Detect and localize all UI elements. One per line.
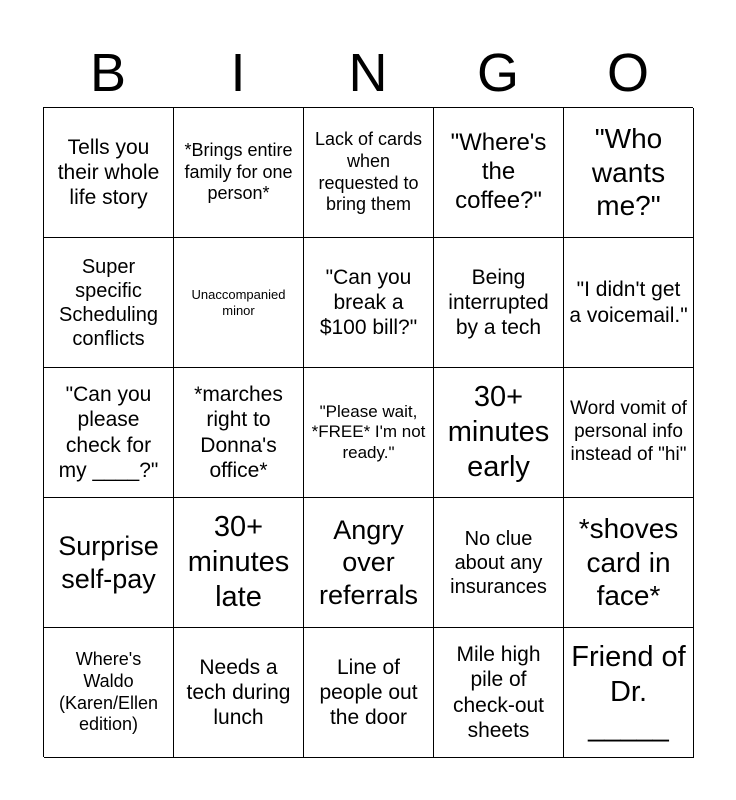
cell-text: Angry over referrals: [318, 514, 419, 610]
bingo-cell[interactable]: [174, 108, 304, 238]
cell-text: Needs a tech during lunch: [186, 655, 291, 730]
bingo-cell[interactable]: [174, 498, 304, 628]
bingo-cell[interactable]: [304, 498, 434, 628]
cell-text: Mile high pile of check-out sheets: [452, 643, 545, 742]
bingo-cell[interactable]: [304, 238, 434, 368]
cell-text: *marches right to Donna's office*: [194, 383, 283, 482]
bingo-cell[interactable]: [304, 368, 434, 498]
bingo-cell[interactable]: [44, 238, 174, 368]
cell-text: Line of people out the door: [319, 655, 418, 730]
cell-text: "Where's the coffee?": [450, 129, 547, 214]
header-letter-b: B: [89, 43, 127, 103]
header-letter-o: O: [606, 43, 649, 103]
bingo-cell[interactable]: [434, 238, 564, 368]
bingo-cell[interactable]: [564, 628, 694, 758]
bingo-cell[interactable]: [44, 628, 174, 758]
cell-text: *shoves card in face*: [578, 513, 679, 612]
bingo-cell[interactable]: [434, 628, 564, 758]
bingo-cell[interactable]: [434, 108, 564, 238]
bingo-header: [43, 38, 693, 108]
bingo-cell[interactable]: [304, 108, 434, 238]
bingo-cell[interactable]: [174, 368, 304, 498]
cell-text: Surprise self-pay: [58, 531, 159, 594]
bingo-cell[interactable]: [44, 498, 174, 628]
cell-text: *Brings entire family for one person*: [184, 140, 293, 204]
bingo-cell[interactable]: [564, 238, 694, 368]
bingo-cell[interactable]: [44, 108, 174, 238]
cell-text: Unaccompanied minor: [191, 286, 286, 318]
bingo-cell[interactable]: [44, 368, 174, 498]
bingo-cell[interactable]: [174, 238, 304, 368]
bingo-cell[interactable]: [564, 108, 694, 238]
header-letter-i: I: [230, 43, 246, 103]
cell-text: No clue about any insurances: [450, 527, 547, 598]
cell-text: 30+ minutes early: [447, 381, 550, 483]
cell-text: Lack of cards when requested to bring them: [314, 129, 423, 215]
bingo-cell[interactable]: [564, 368, 694, 498]
cell-text: 30+ minutes late: [187, 511, 290, 613]
cell-text: Word vomit of personal info instead of "hi": [570, 398, 687, 465]
cell-text: Super specific Scheduling conflicts: [59, 255, 158, 350]
bingo-cell[interactable]: [434, 498, 564, 628]
header-letter-g: G: [476, 43, 519, 103]
cell-text: Friend of Dr. _____: [571, 641, 686, 743]
cell-text: "Can you please check for my ____?": [58, 383, 159, 482]
cell-text: "Can you break a $100 bill?": [319, 265, 418, 340]
cell-text: "Please wait, *FREE* I'm not ready.": [311, 401, 426, 462]
bingo-grid: [43, 107, 693, 757]
cell-text: Tells you their whole life story: [57, 135, 160, 210]
cell-text: "I didn't get a voicemail.": [569, 278, 688, 327]
bingo-cell[interactable]: [174, 628, 304, 758]
bingo-cell[interactable]: [434, 368, 564, 498]
cell-text: "Who wants me?": [591, 123, 666, 222]
bingo-cell[interactable]: [564, 498, 694, 628]
cell-text: Where's Waldo (Karen/Ellen edition): [58, 649, 159, 735]
header-letter-n: N: [348, 43, 388, 103]
cell-text: Being interrupted by a tech: [448, 265, 549, 340]
bingo-cell[interactable]: [304, 628, 434, 758]
